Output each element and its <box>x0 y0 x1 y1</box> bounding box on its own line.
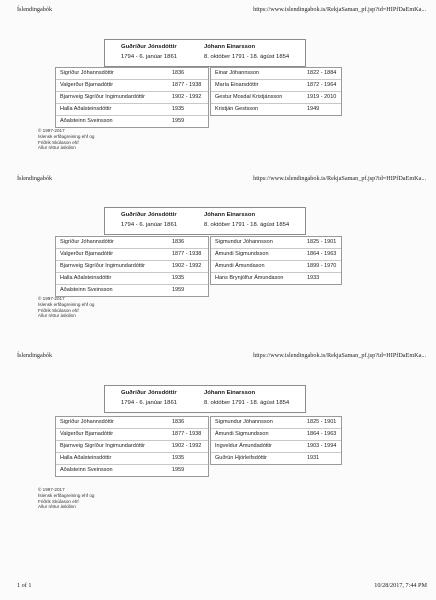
list-item[interactable] <box>56 92 208 104</box>
person-name[interactable]: Bjarnveig Sigríður Ingimundardóttir <box>60 94 145 100</box>
person-name[interactable]: Aðalsteinn Sveinsson <box>60 118 113 124</box>
copyright-line: Friðrik Skúlason ehf <box>38 307 79 313</box>
person-name[interactable]: Kristján Gestsson <box>215 106 259 112</box>
person-name[interactable]: Sigríður Jóhannsdóttir <box>60 70 114 76</box>
couple-box-1 <box>104 39 306 67</box>
header-site-name-3: Íslendingabók <box>17 352 53 359</box>
copyright-line: Íslensk erfðagreining ehf og <box>38 133 95 139</box>
list-item[interactable] <box>56 261 208 273</box>
list-item[interactable] <box>211 237 341 249</box>
header-site-name-2: Íslendingabók <box>17 175 53 182</box>
header-url-1[interactable]: https://www.islendingabok.is/RekjaSaman_pf.jsp?id=HIPfDaEmKa... <box>253 6 426 13</box>
couple-name-1[interactable]: Guðríður Jónsdóttir <box>121 390 177 396</box>
list-item[interactable] <box>211 441 341 453</box>
person-years: 1935 <box>172 455 185 461</box>
person-name[interactable]: Ámundi Ámundason <box>215 263 265 269</box>
person-name[interactable]: Halla Aðalsteinsdóttir <box>60 106 112 112</box>
person-years: 1903 - 1994 <box>307 443 337 449</box>
person-name[interactable]: Halla Aðalsteinsdóttir <box>60 455 112 461</box>
children-list-2 <box>55 236 209 297</box>
person-name[interactable]: Einar Jóhannsson <box>215 70 260 76</box>
couple-dates-1: 1794 - 6. janúar 1861 <box>121 222 178 228</box>
copyright-notice-2 <box>38 296 94 319</box>
person-years: 1899 - 1970 <box>307 263 337 269</box>
copyright-notice-3 <box>38 487 94 510</box>
person-name[interactable]: Valgerður Bjarnadóttir <box>60 431 114 437</box>
copyright-line: Allur réttur áskilinn <box>38 145 76 151</box>
person-years: 1959 <box>172 467 185 473</box>
person-name[interactable]: Ingveldur Ámundadóttir <box>215 443 272 449</box>
person-years: 1836 <box>172 70 185 76</box>
footer-print-datetime: 10/28/2017, 7:44 PM <box>374 582 427 589</box>
copyright-line: Allur réttur áskilinn <box>38 504 76 510</box>
header-site-name-1: Íslendingabók <box>17 6 53 13</box>
person-name[interactable]: Sigríður Jóhannsdóttir <box>60 419 114 425</box>
person-years: 1836 <box>172 239 185 245</box>
person-years: 1919 - 2010 <box>307 94 337 100</box>
couple-box-3 <box>104 385 306 413</box>
copyright-line: Íslensk erfðagreining ehf og <box>38 492 95 498</box>
couple-dates-1: 1794 - 6. janúar 1861 <box>121 400 178 406</box>
couple-name-2[interactable]: Jóhann Einarsson <box>204 44 256 50</box>
person-years: 1877 - 1938 <box>172 251 202 257</box>
list-item[interactable] <box>56 249 208 261</box>
person-name[interactable]: Ámundi Sigmundsson <box>215 431 269 437</box>
person-name[interactable]: Ámundi Sigmundsson <box>215 251 269 257</box>
person-years: 1949 <box>307 106 320 112</box>
couple-dates-2: 8. október 1791 - 18. ágúst 1854 <box>204 54 290 60</box>
list-item[interactable] <box>211 429 341 441</box>
person-years: 1825 - 1901 <box>307 419 337 425</box>
person-name[interactable]: Gestur Mosdal Kristjánsson <box>215 94 283 100</box>
list-item[interactable] <box>56 237 208 249</box>
person-years: 1902 - 1992 <box>172 263 202 269</box>
person-name[interactable]: Hans Brynjólfur Ámundason <box>215 275 284 281</box>
person-years: 1877 - 1938 <box>172 431 202 437</box>
couple-name-2[interactable]: Jóhann Einarsson <box>204 390 256 396</box>
copyright-line: © 1997-2017 <box>38 487 65 492</box>
copyright-notice-1 <box>38 128 94 151</box>
copyright-line: Allur réttur áskilinn <box>38 313 76 319</box>
children-list-1 <box>55 67 209 128</box>
copyright-line: Friðrik Skúlason ehf <box>38 139 79 145</box>
person-name[interactable]: Sigmundur Jóhannsson <box>215 419 273 425</box>
relatives-list-1 <box>210 67 342 116</box>
couple-dates-2: 8. október 1791 - 18. ágúst 1854 <box>204 400 290 406</box>
couple-name-1[interactable]: Guðríður Jónsdóttir <box>121 212 177 218</box>
person-years: 1825 - 1901 <box>307 239 337 245</box>
list-item[interactable] <box>56 80 208 92</box>
couple-box-2 <box>104 207 306 235</box>
person-name[interactable]: Valgerður Bjarnadóttir <box>60 82 114 88</box>
person-name[interactable]: Guðrún Hjörleifsdóttir <box>215 455 267 461</box>
couple-dates-1: 1794 - 6. janúar 1861 <box>121 54 178 60</box>
list-item[interactable] <box>56 285 208 296</box>
person-years: 1935 <box>172 275 185 281</box>
person-years: 1931 <box>307 455 320 461</box>
person-name[interactable]: María Einarsdóttir <box>215 82 259 88</box>
couple-name-2[interactable]: Jóhann Einarsson <box>204 212 256 218</box>
copyright-line: © 1997-2017 <box>38 296 65 301</box>
person-years: 1902 - 1992 <box>172 94 202 100</box>
list-item[interactable] <box>211 261 341 273</box>
person-years: 1836 <box>172 419 185 425</box>
person-years: 1902 - 1992 <box>172 443 202 449</box>
list-item[interactable] <box>56 116 208 127</box>
list-item[interactable] <box>211 249 341 261</box>
list-item[interactable] <box>211 453 341 464</box>
list-item[interactable] <box>211 273 341 284</box>
list-item[interactable] <box>56 273 208 285</box>
couple-name-1[interactable]: Guðríður Jónsdóttir <box>121 44 177 50</box>
person-years: 1935 <box>172 106 185 112</box>
person-years: 1864 - 1963 <box>307 251 337 257</box>
person-name[interactable]: Sigmundur Jóhannsson <box>215 239 273 245</box>
couple-dates-2: 8. október 1791 - 18. ágúst 1854 <box>204 222 290 228</box>
list-item[interactable] <box>56 104 208 116</box>
person-name[interactable]: Sigríður Jóhannsdóttir <box>60 239 114 245</box>
person-years: 1822 - 1884 <box>307 70 337 76</box>
header-url-3[interactable]: https://www.islendingabok.is/RekjaSaman_pf.jsp?id=HIPfDaEmKa... <box>253 352 426 359</box>
list-item[interactable] <box>211 417 341 429</box>
list-item[interactable] <box>211 68 341 80</box>
person-years: 1959 <box>172 118 185 124</box>
list-item[interactable] <box>56 441 208 453</box>
person-years: 1933 <box>307 275 320 281</box>
list-item[interactable] <box>211 92 341 104</box>
list-item[interactable] <box>56 465 208 476</box>
person-name[interactable]: Bjarnveig Sigríður Ingimundardóttir <box>60 443 145 449</box>
person-name[interactable]: Halla Aðalsteinsdóttir <box>60 275 112 281</box>
list-item[interactable] <box>56 68 208 80</box>
copyright-line: © 1997-2017 <box>38 128 65 133</box>
list-item[interactable] <box>56 429 208 441</box>
person-name[interactable]: Bjarnveig Sigríður Ingimundardóttir <box>60 263 145 269</box>
list-item[interactable] <box>56 417 208 429</box>
person-years: 1877 - 1938 <box>172 82 202 88</box>
relatives-list-3 <box>210 416 342 465</box>
person-name[interactable]: Valgerður Bjarnadóttir <box>60 251 114 257</box>
copyright-line: Friðrik Skúlason ehf <box>38 498 79 504</box>
copyright-line: Íslensk erfðagreining ehf og <box>38 301 95 307</box>
person-name[interactable]: Aðalsteinn Sveinsson <box>60 287 113 293</box>
children-list-3 <box>55 416 209 477</box>
person-years: 1959 <box>172 287 185 293</box>
header-url-2[interactable]: https://www.islendingabok.is/RekjaSaman_pf.jsp?id=HIPfDaEmKa... <box>253 175 426 182</box>
relatives-list-2 <box>210 236 342 285</box>
person-name[interactable]: Aðalsteinn Sveinsson <box>60 467 113 473</box>
person-years: 1872 - 1964 <box>307 82 337 88</box>
list-item[interactable] <box>56 453 208 465</box>
list-item[interactable] <box>211 80 341 92</box>
list-item[interactable] <box>211 104 341 115</box>
footer-page-number: 1 of 1 <box>17 582 32 589</box>
person-years: 1864 - 1963 <box>307 431 337 437</box>
